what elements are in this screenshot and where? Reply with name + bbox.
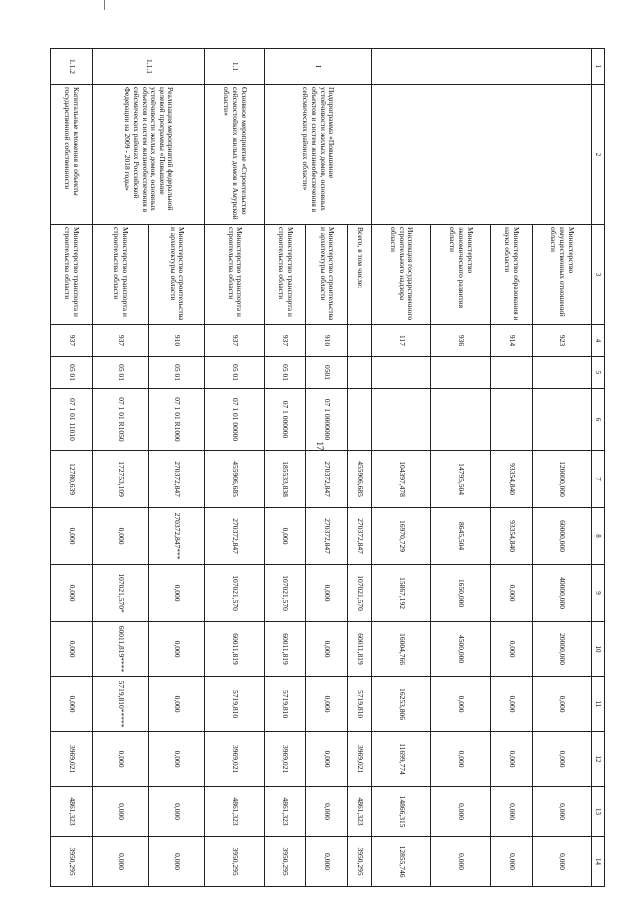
- value-cell: 4861,323: [264, 787, 306, 837]
- row-number-cell: 1.1.1: [92, 49, 205, 85]
- value-cell: 5719,810*****: [92, 677, 148, 732]
- value-cell: 270372,847: [205, 508, 264, 565]
- value-cell: 15867,192: [372, 565, 431, 622]
- value-cell: 0,000: [149, 622, 205, 677]
- value-cell: 0,000: [149, 837, 205, 887]
- value-cell: 16970,729: [372, 508, 431, 565]
- value-cell: 0,000: [149, 732, 205, 787]
- target-code-cell: 07 1 0000000: [306, 389, 348, 451]
- value-cell: 107021,570: [348, 565, 372, 622]
- section-code-cell: [348, 357, 372, 389]
- value-cell: 270372,847: [149, 451, 205, 508]
- code-cell: 910: [149, 325, 205, 357]
- value-cell: 455906,685: [348, 451, 372, 508]
- value-cell: 0,000: [92, 837, 148, 887]
- value-cell: 0,000: [532, 787, 591, 837]
- target-code-cell: 07 1 000000: [264, 389, 306, 451]
- table-row: [205, 49, 264, 887]
- org-cell: Министерство транспорта и строительства области: [51, 225, 93, 325]
- header-cell: 7: [592, 451, 605, 508]
- budget-table: [50, 48, 605, 887]
- section-code-cell: [372, 357, 431, 389]
- value-cell: 60011,819: [348, 622, 372, 677]
- rotated-page: [7, 30, 633, 905]
- header-cell: 10: [592, 622, 605, 677]
- value-cell: 270372,847: [348, 508, 372, 565]
- value-cell: 0,000: [532, 677, 591, 732]
- org-cell: Министерство имущественных отношений области: [532, 225, 591, 325]
- value-cell: 455906,685: [205, 451, 264, 508]
- value-cell: 4861,323: [51, 787, 93, 837]
- table-row: [348, 49, 372, 887]
- value-cell: 0,000: [431, 677, 490, 732]
- value-cell: 0,000: [431, 732, 490, 787]
- name-cell: [372, 85, 592, 225]
- value-cell: 0,000: [51, 677, 93, 732]
- row-number-cell: 1.1.2: [51, 49, 93, 85]
- target-code-cell: [490, 389, 532, 451]
- value-cell: 0,000: [532, 837, 591, 887]
- org-cell: Министерство транспорта и строительства области: [205, 225, 264, 325]
- value-cell: 8645,504: [431, 508, 490, 565]
- value-cell: 104397,478: [372, 451, 431, 508]
- org-cell: Министерство транспорта и строительства области: [264, 225, 306, 325]
- value-cell: 0,000: [51, 508, 93, 565]
- target-code-cell: 07 1 01 R1000: [149, 389, 205, 451]
- value-cell: 5719,810: [205, 677, 264, 732]
- value-cell: 0,000: [490, 677, 532, 732]
- value-cell: 270372,847***: [149, 508, 205, 565]
- row-number-cell: 1.1: [205, 49, 264, 85]
- code-cell: 937: [264, 325, 306, 357]
- value-cell: 16004,766: [372, 622, 431, 677]
- value-cell: 0,000: [431, 787, 490, 837]
- code-cell: [348, 325, 372, 357]
- value-cell: 0,000: [92, 732, 148, 787]
- measure-name-cell: Реализация мероприятий федеральной целевой программы «Повышение устойчивости жилых домов, основных объектов и систем жизнеобеспечения в сейсмических районах Российской Федерации на 2009 - 2018 годы»: [92, 85, 205, 225]
- row-number-cell: I: [264, 49, 371, 85]
- measure-name-cell: Капитальные вложения в объекты государственной собственности: [51, 85, 93, 225]
- code-cell: 937: [205, 325, 264, 357]
- section-code-cell: 0501: [306, 357, 348, 389]
- org-cell: Инспекция государственного строительного надзора области: [372, 225, 431, 325]
- org-cell: Министерство транспорта и строительства области: [92, 225, 148, 325]
- value-cell: 0,000: [306, 677, 348, 732]
- section-code-cell: 05 01: [264, 357, 306, 389]
- value-cell: 107021,570: [205, 565, 264, 622]
- code-cell: 936: [431, 325, 490, 357]
- header-cell: 1: [592, 49, 605, 85]
- value-cell: 5719,810: [348, 677, 372, 732]
- page-number: 17: [315, 441, 325, 451]
- org-cell: Всего, в том числе:: [348, 225, 372, 325]
- header-cell: 4: [592, 325, 605, 357]
- header-cell: 13: [592, 787, 605, 837]
- value-cell: 93354,840: [490, 508, 532, 565]
- value-cell: 16253,806: [372, 677, 431, 732]
- value-cell: 1650,000: [431, 565, 490, 622]
- code-cell: 910: [306, 325, 348, 357]
- header-cell: 8: [592, 508, 605, 565]
- section-code-cell: 05 01: [51, 357, 93, 389]
- target-code-cell: [532, 389, 591, 451]
- value-cell: 270372,847: [306, 451, 348, 508]
- value-cell: 0,000: [431, 837, 490, 887]
- value-cell: 0,000: [490, 622, 532, 677]
- value-cell: 40000,000: [532, 565, 591, 622]
- target-code-cell: [431, 389, 490, 451]
- value-cell: 93354,840: [490, 451, 532, 508]
- code-cell: 117: [372, 325, 431, 357]
- value-cell: 185533,838: [264, 451, 306, 508]
- value-cell: 14795,504: [431, 451, 490, 508]
- value-cell: 12855,746: [372, 837, 431, 887]
- table-row: [532, 49, 591, 887]
- table-body: [51, 49, 605, 887]
- value-cell: 4500,000: [431, 622, 490, 677]
- value-cell: 3969,021: [264, 732, 306, 787]
- target-code-cell: 07 1 01 11010: [51, 389, 93, 451]
- measure-name-cell: Подпрограмма «Повышение устойчивости жилых домов, основных объектов и систем жизнеобеспечения в сейсмических районах области»: [264, 85, 371, 225]
- value-cell: 60011,819: [205, 622, 264, 677]
- value-cell: 60011,819****: [92, 622, 148, 677]
- value-cell: 3969,021: [205, 732, 264, 787]
- value-cell: 0,000: [490, 837, 532, 887]
- header-cell: 2: [592, 85, 605, 225]
- value-cell: 0,000: [490, 565, 532, 622]
- code-cell: 923: [532, 325, 591, 357]
- value-cell: 0,000: [51, 565, 93, 622]
- org-cell: Министерство строительства и архитектуры области: [149, 225, 205, 325]
- value-cell: 0,000: [490, 732, 532, 787]
- value-cell: 5719,810: [264, 677, 306, 732]
- value-cell: 3969,021: [348, 732, 372, 787]
- section-code-cell: 05 01: [92, 357, 148, 389]
- value-cell: 0,000: [306, 732, 348, 787]
- measure-name-cell: Основное мероприятие «Строительство сейсмостойких жилых домов в Амурской области»: [205, 85, 264, 225]
- org-cell: Министерство образования и науки области: [490, 225, 532, 325]
- value-cell: 0,000: [149, 565, 205, 622]
- value-cell: 0,000: [92, 508, 148, 565]
- value-cell: 3950,295: [205, 837, 264, 887]
- code-cell: 937: [92, 325, 148, 357]
- value-cell: 14866,315: [372, 787, 431, 837]
- value-cell: 0,000: [149, 787, 205, 837]
- value-cell: 12780,639: [51, 451, 93, 508]
- value-cell: 0,000: [532, 732, 591, 787]
- target-code-cell: 07 1 01 R1050: [92, 389, 148, 451]
- header-cell: 5: [592, 357, 605, 389]
- code-cell: 914: [490, 325, 532, 357]
- section-code-cell: [490, 357, 532, 389]
- binding-mark: [104, 0, 105, 10]
- header-row: [592, 49, 605, 887]
- header-cell: 9: [592, 565, 605, 622]
- value-cell: 3950,295: [264, 837, 306, 887]
- value-cell: 4861,323: [348, 787, 372, 837]
- header-cell: 6: [592, 389, 605, 451]
- target-code-cell: 07 1 01 00000: [205, 389, 264, 451]
- value-cell: 120000,000: [532, 451, 591, 508]
- header-cell: 14: [592, 837, 605, 887]
- value-cell: 172753,109: [92, 451, 148, 508]
- value-cell: 11699,774: [372, 732, 431, 787]
- value-cell: 0,000: [306, 837, 348, 887]
- value-cell: 107021,570: [264, 565, 306, 622]
- value-cell: 0,000: [306, 565, 348, 622]
- value-cell: 270372,847: [306, 508, 348, 565]
- target-code-cell: [372, 389, 431, 451]
- value-cell: 0,000: [92, 787, 148, 837]
- section-code-cell: [431, 357, 490, 389]
- value-cell: 107021,570*: [92, 565, 148, 622]
- value-cell: 0,000: [51, 622, 93, 677]
- value-cell: 20000,000: [532, 622, 591, 677]
- header-cell: 11: [592, 677, 605, 732]
- value-cell: 4861,323: [205, 787, 264, 837]
- code-cell: 937: [51, 325, 93, 357]
- org-cell: Министерство строительства и архитектуры области: [306, 225, 348, 325]
- section-code-cell: 05 01: [205, 357, 264, 389]
- section-code-cell: [532, 357, 591, 389]
- value-cell: 0,000: [306, 787, 348, 837]
- landscape-content: [7, 30, 633, 905]
- value-cell: 3950,295: [348, 837, 372, 887]
- header-cell: 3: [592, 225, 605, 325]
- value-cell: 60011,819: [264, 622, 306, 677]
- section-code-cell: 05 01: [149, 357, 205, 389]
- value-cell: 0,000: [149, 677, 205, 732]
- value-cell: 0,000: [264, 508, 306, 565]
- num-cell: [372, 49, 592, 85]
- target-code-cell: [348, 389, 372, 451]
- value-cell: 0,000: [306, 622, 348, 677]
- value-cell: 3950,295: [51, 837, 93, 887]
- header-cell: 12: [592, 732, 605, 787]
- table-row: [51, 49, 93, 887]
- value-cell: 0,000: [490, 787, 532, 837]
- org-cell: Министерство экономического развития области: [431, 225, 490, 325]
- table-row: [149, 49, 205, 887]
- value-cell: 3969,021: [51, 732, 93, 787]
- value-cell: 60000,000: [532, 508, 591, 565]
